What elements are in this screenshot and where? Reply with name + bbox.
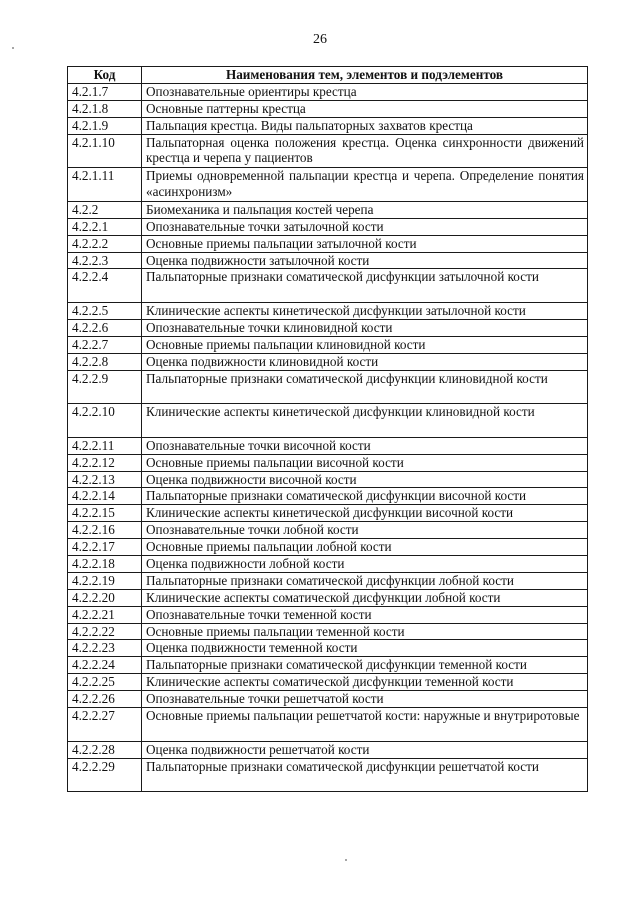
row-code: 4.2.2.13 bbox=[68, 471, 142, 488]
row-code: 4.2.2.28 bbox=[68, 741, 142, 758]
row-code: 4.2.1.11 bbox=[68, 168, 142, 202]
table-row bbox=[68, 84, 588, 101]
row-name: Оценка подвижности височной кости bbox=[142, 471, 588, 488]
table-row bbox=[68, 269, 588, 303]
row-code: 4.2.2.23 bbox=[68, 640, 142, 657]
table-row bbox=[68, 539, 588, 556]
row-code: 4.2.2.1 bbox=[68, 218, 142, 235]
row-name: Основные приемы пальпации клиновидной кости bbox=[142, 336, 588, 353]
table-row bbox=[68, 353, 588, 370]
table-row bbox=[68, 201, 588, 218]
table-row bbox=[68, 454, 588, 471]
row-code: 4.2.2 bbox=[68, 201, 142, 218]
table-row bbox=[68, 370, 588, 404]
row-name: Оценка подвижности затылочной кости bbox=[142, 252, 588, 269]
code-column-header: Код bbox=[68, 67, 142, 84]
row-code: 4.2.2.16 bbox=[68, 522, 142, 539]
table-row bbox=[68, 674, 588, 691]
table-row bbox=[68, 691, 588, 708]
row-name: Пальпаторная оценка положения крестца. Оценка синхронности движений крестца и черепа у пациентов bbox=[142, 134, 588, 168]
row-code: 4.2.2.26 bbox=[68, 691, 142, 708]
table-body bbox=[68, 84, 588, 792]
row-name: Клинические аспекты соматической дисфункции теменной кости bbox=[142, 674, 588, 691]
row-name: Опознавательные точки затылочной кости bbox=[142, 218, 588, 235]
table-row bbox=[68, 708, 588, 742]
row-code: 4.2.2.5 bbox=[68, 303, 142, 320]
row-name: Оценка подвижности решетчатой кости bbox=[142, 741, 588, 758]
row-name: Опознавательные точки решетчатой кости bbox=[142, 691, 588, 708]
table-header-row bbox=[68, 67, 588, 84]
row-code: 4.2.2.7 bbox=[68, 336, 142, 353]
row-name: Пальпация крестца. Виды пальпаторных захватов крестца bbox=[142, 117, 588, 134]
row-code: 4.2.2.15 bbox=[68, 505, 142, 522]
row-name: Основные приемы пальпации решетчатой кости: наружные и внутриротовые bbox=[142, 708, 588, 742]
row-code: 4.2.1.10 bbox=[68, 134, 142, 168]
row-code: 4.2.2.22 bbox=[68, 623, 142, 640]
row-code: 4.2.2.20 bbox=[68, 589, 142, 606]
table-row bbox=[68, 488, 588, 505]
row-name: Пальпаторные признаки соматической дисфункции решетчатой кости bbox=[142, 758, 588, 792]
row-name: Опознавательные точки теменной кости bbox=[142, 606, 588, 623]
row-code: 4.2.2.24 bbox=[68, 657, 142, 674]
table-row bbox=[68, 623, 588, 640]
topics-table bbox=[67, 66, 588, 792]
row-code: 4.2.2.11 bbox=[68, 437, 142, 454]
row-code: 4.2.2.17 bbox=[68, 539, 142, 556]
row-name: Основные приемы пальпации височной кости bbox=[142, 454, 588, 471]
row-name: Клинические аспекты кинетической дисфункции височной кости bbox=[142, 505, 588, 522]
table-row bbox=[68, 522, 588, 539]
row-name: Биомеханика и пальпация костей черепа bbox=[142, 201, 588, 218]
table-row bbox=[68, 589, 588, 606]
table-row bbox=[68, 437, 588, 454]
row-name: Опознавательные точки височной кости bbox=[142, 437, 588, 454]
row-code: 4.2.2.4 bbox=[68, 269, 142, 303]
table-row bbox=[68, 168, 588, 202]
row-name: Пальпаторные признаки соматической дисфункции височной кости bbox=[142, 488, 588, 505]
row-name: Клинические аспекты кинетической дисфункции клиновидной кости bbox=[142, 404, 588, 438]
row-code: 4.2.1.9 bbox=[68, 117, 142, 134]
table-row bbox=[68, 471, 588, 488]
row-code: 4.2.2.19 bbox=[68, 572, 142, 589]
table-row bbox=[68, 741, 588, 758]
table-row bbox=[68, 657, 588, 674]
table-row bbox=[68, 758, 588, 792]
row-name: Пальпаторные признаки соматической дисфункции затылочной кости bbox=[142, 269, 588, 303]
row-name: Опознавательные ориентиры крестца bbox=[142, 84, 588, 101]
table-row bbox=[68, 556, 588, 573]
row-name: Оценка подвижности клиновидной кости bbox=[142, 353, 588, 370]
table-row bbox=[68, 252, 588, 269]
row-code: 4.2.1.7 bbox=[68, 84, 142, 101]
table-row bbox=[68, 404, 588, 438]
row-code: 4.2.2.25 bbox=[68, 674, 142, 691]
row-name: Основные приемы пальпации теменной кости bbox=[142, 623, 588, 640]
table-row bbox=[68, 505, 588, 522]
row-code: 4.2.2.14 bbox=[68, 488, 142, 505]
table-row bbox=[68, 572, 588, 589]
table-row bbox=[68, 235, 588, 252]
row-name: Пальпаторные признаки соматической дисфункции клиновидной кости bbox=[142, 370, 588, 404]
row-code: 4.2.2.27 bbox=[68, 708, 142, 742]
table-row bbox=[68, 134, 588, 168]
table-row bbox=[68, 640, 588, 657]
table-row bbox=[68, 117, 588, 134]
row-code: 4.2.2.18 bbox=[68, 556, 142, 573]
page-number: 26 bbox=[313, 32, 327, 47]
row-code: 4.2.2.8 bbox=[68, 353, 142, 370]
row-name: Оценка подвижности лобной кости bbox=[142, 556, 588, 573]
scan-speck bbox=[12, 47, 14, 49]
row-code: 4.2.2.6 bbox=[68, 319, 142, 336]
table-row bbox=[68, 303, 588, 320]
row-code: 4.2.2.29 bbox=[68, 758, 142, 792]
row-name: Пальпаторные признаки соматической дисфункции лобной кости bbox=[142, 572, 588, 589]
row-name: Основные приемы пальпации затылочной кости bbox=[142, 235, 588, 252]
table-row bbox=[68, 100, 588, 117]
row-name: Приемы одновременной пальпации крестца и черепа. Определение понятия «асинхронизм» bbox=[142, 168, 588, 202]
row-name: Клинические аспекты кинетической дисфункции затылочной кости bbox=[142, 303, 588, 320]
row-name: Опознавательные точки лобной кости bbox=[142, 522, 588, 539]
table-row bbox=[68, 336, 588, 353]
row-code: 4.2.2.10 bbox=[68, 404, 142, 438]
row-name: Оценка подвижности теменной кости bbox=[142, 640, 588, 657]
row-code: 4.2.2.3 bbox=[68, 252, 142, 269]
row-name: Основные приемы пальпации лобной кости bbox=[142, 539, 588, 556]
row-name: Опознавательные точки клиновидной кости bbox=[142, 319, 588, 336]
scan-speck bbox=[345, 859, 347, 861]
row-code: 4.2.2.21 bbox=[68, 606, 142, 623]
row-code: 4.2.2.2 bbox=[68, 235, 142, 252]
row-name: Клинические аспекты соматической дисфункции лобной кости bbox=[142, 589, 588, 606]
row-name: Пальпаторные признаки соматической дисфункции теменной кости bbox=[142, 657, 588, 674]
table-row bbox=[68, 606, 588, 623]
row-code: 4.2.2.12 bbox=[68, 454, 142, 471]
row-code: 4.2.2.9 bbox=[68, 370, 142, 404]
row-name: Основные паттерны крестца bbox=[142, 100, 588, 117]
table-row bbox=[68, 319, 588, 336]
row-code: 4.2.1.8 bbox=[68, 100, 142, 117]
name-column-header: Наименования тем, элементов и подэлементов bbox=[142, 67, 588, 84]
table-row bbox=[68, 218, 588, 235]
